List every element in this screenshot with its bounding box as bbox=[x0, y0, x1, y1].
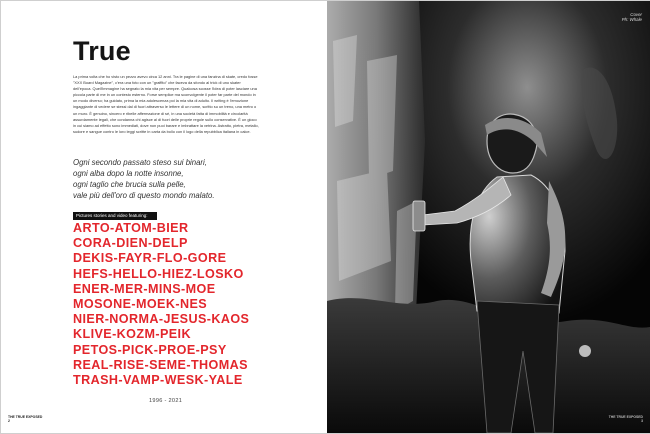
names-row: TRASH-VAMP-WESK-YALE bbox=[73, 373, 243, 388]
page-number: 3 bbox=[641, 419, 643, 424]
featured-names-list bbox=[73, 221, 258, 388]
poem-line: Ogni secondo passato steso sui binari, bbox=[73, 158, 207, 167]
featuring-label: Pictures stories and video featuring: bbox=[73, 212, 157, 220]
names-row: ENER-MER-MINS-MOE bbox=[73, 281, 216, 296]
poem-line: vale più dell'oro di questo mondo malato. bbox=[73, 191, 215, 200]
years-range: 1996 - 2021 bbox=[149, 398, 183, 404]
left-page bbox=[1, 1, 327, 433]
names-row: REAL-RISE-SEME-THOMAS bbox=[73, 357, 248, 372]
names-row: DEKIS-FAYR-FLO-GORE bbox=[73, 251, 227, 266]
names-row: NIER-NORMA-JESUS-KAOS bbox=[73, 312, 250, 327]
poem-line: ogni taglio che brucia sulla pelle, bbox=[73, 180, 186, 189]
footer-right bbox=[609, 415, 643, 424]
names-row: HEFS-HELLO-HIEZ-LOSKO bbox=[73, 266, 244, 281]
article-title: True bbox=[73, 36, 131, 66]
poem-line: ogni alba dopo la notte insonne, bbox=[73, 169, 184, 178]
names-row: MOSONE-MOEK-NES bbox=[73, 297, 208, 312]
footer-magazine-name: THE TRUE EXPOSED bbox=[8, 415, 43, 419]
credit-line: Cover bbox=[630, 12, 642, 17]
intro-paragraph: La prima volta che ho visto un pezzo avevo circa 12 anni. Tra le pagine di una fanzina di skate, credo fosse "XXX Board Magazine", c'era una foto con un "graffito" che faceva da sfondo al trick di uno skater dell'epoca. Quell'immagine ha segnato la mia vita per sempre. Qualcosa scosse l'idea di poter lasciare una piccola parte di me in un contesto esterno. Forse semplice ma sconvolgente il poter far parte del mondo in un modo diverso; ha guidato, prima la mia adolescenza poi la mia vita di adulto. Il writing è l'emozione ingaggiante di vedere se stessi dal di fuori attraverso le lettere di un nome, scritto su un treno, una metro o un muro. È genuino, sincero e ribelle affermazione di sé, in una società fatta di immobilità e circolarità assurdamente legali, che condanna chi agisce al di fuori delle proprie regole sullo conservative. È un gioco in cui siamo ad effetto sono immediati, dove non puoi barare e imbrattare la vetrina. Astratto, pietra, metallo, sudore e sangue contro le loro leggi scritte in carta da bollo con il logo della repubblica italiana in calce. bbox=[73, 74, 259, 134]
page-number: 2 bbox=[8, 419, 10, 424]
names-row: ARTO-ATOM-BIER bbox=[73, 221, 189, 235]
poem bbox=[73, 157, 273, 201]
footer-left bbox=[8, 415, 42, 424]
footer-magazine-name: THE TRUE EXPOSED bbox=[608, 415, 643, 419]
names-row: PETOS-PICK-PROE-PSY bbox=[73, 342, 227, 357]
right-page bbox=[327, 1, 650, 433]
photo-credit bbox=[622, 12, 642, 23]
names-row: KLIVE-KOZM-PEIK bbox=[73, 327, 191, 342]
spray-can bbox=[413, 201, 425, 231]
cover-photo bbox=[327, 1, 650, 433]
names-row: CORA-DIEN-DELP bbox=[73, 236, 188, 251]
sticker-mark bbox=[579, 345, 591, 357]
credit-line: Ph: Whale bbox=[621, 17, 642, 23]
